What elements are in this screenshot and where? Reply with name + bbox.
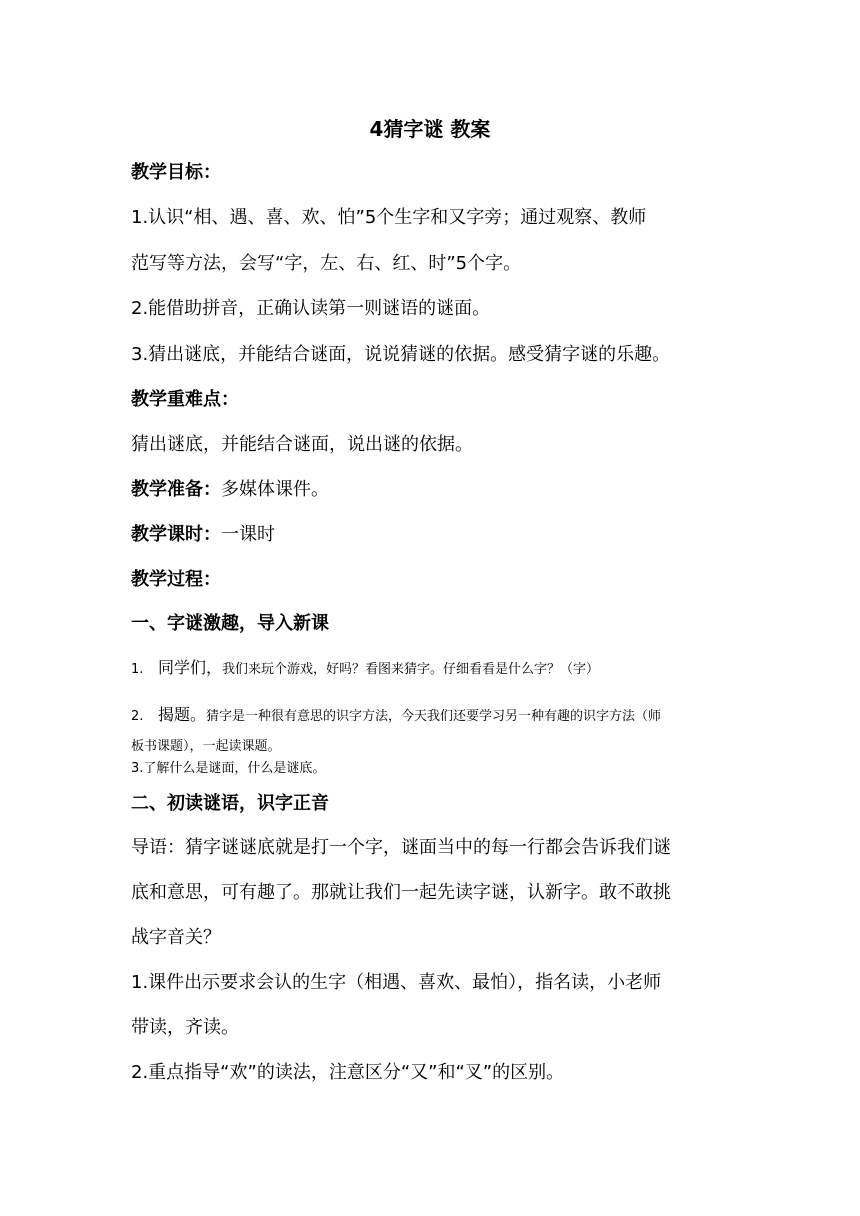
key-points-text: 猜出谜底，并能结合谜面，说出谜的依据。 — [131, 434, 473, 455]
item-text: 我们来玩个游戏，好吗？看图来猜字。仔细看看是什么字？（字） — [222, 662, 600, 677]
intro-line-3: 战字音关？ — [131, 927, 221, 948]
prep-row — [131, 478, 329, 502]
section-1-heading: 一、字谜激趣，导入新课 — [131, 613, 329, 634]
item-lead: 同学们， — [158, 658, 223, 677]
process-heading: 教学过程： — [131, 569, 221, 590]
hours-label: 教学课时： — [131, 524, 221, 545]
intro-line-1: 导语：猜字谜谜底就是打一个字，谜面当中的每一行都会告诉我们谜 — [131, 837, 671, 858]
hours-row — [131, 523, 275, 547]
prep-value: 多媒体课件。 — [221, 479, 329, 500]
page-title: 4猜字谜 教案 — [369, 117, 491, 141]
section-1-item-2-line2: 板书课题），一起读课题。 — [131, 739, 281, 754]
item-number: 2. — [131, 709, 144, 724]
objectives-heading: 教学目标： — [131, 162, 221, 183]
objective-1-line2: 范写等方法，会写“字，左、右、红、时”5个字。 — [131, 253, 522, 274]
intro-line-2: 底和意思，可有趣了。那就让我们一起先读字谜，认新字。敢不敢挑 — [131, 882, 671, 903]
item-number: 1. — [131, 662, 144, 677]
item-lead: 揭题。 — [158, 705, 207, 724]
section-2-heading: 二、初读谜语，识字正音 — [131, 793, 329, 814]
section-2-item-1-line1: 1.课件出示要求会认的生字（相遇、喜欢、最怕），指名读，小老师 — [131, 972, 662, 993]
prep-label: 教学准备： — [131, 479, 221, 500]
objective-2: 2.能借助拼音，正确认读第一则谜语的谜面。 — [131, 298, 491, 319]
section-2-item-2: 2.重点指导“欢”的读法，注意区分“又”和“叉”的区别。 — [131, 1062, 565, 1083]
section-1-item-3: 3.了解什么是谜面，什么是谜底。 — [131, 761, 326, 776]
objective-1-line1: 1.认识“相、遇、喜、欢、怕”5个生字和又字旁；通过观察、教师 — [131, 207, 647, 228]
section-1-item-1 — [131, 658, 599, 680]
item-text: 猜字是一种很有意思的识字方法，今天我们还要学习另一种有趣的识字方法（师 — [206, 709, 662, 724]
hours-value: 一课时 — [221, 524, 275, 545]
objective-3: 3.猜出谜底，并能结合谜面，说说猜谜的依据。感受猜字谜的乐趣。 — [131, 344, 671, 365]
key-points-heading: 教学重难点： — [131, 389, 239, 410]
section-2-item-1-line2: 带读，齐读。 — [131, 1017, 239, 1038]
section-1-item-2 — [131, 705, 661, 727]
